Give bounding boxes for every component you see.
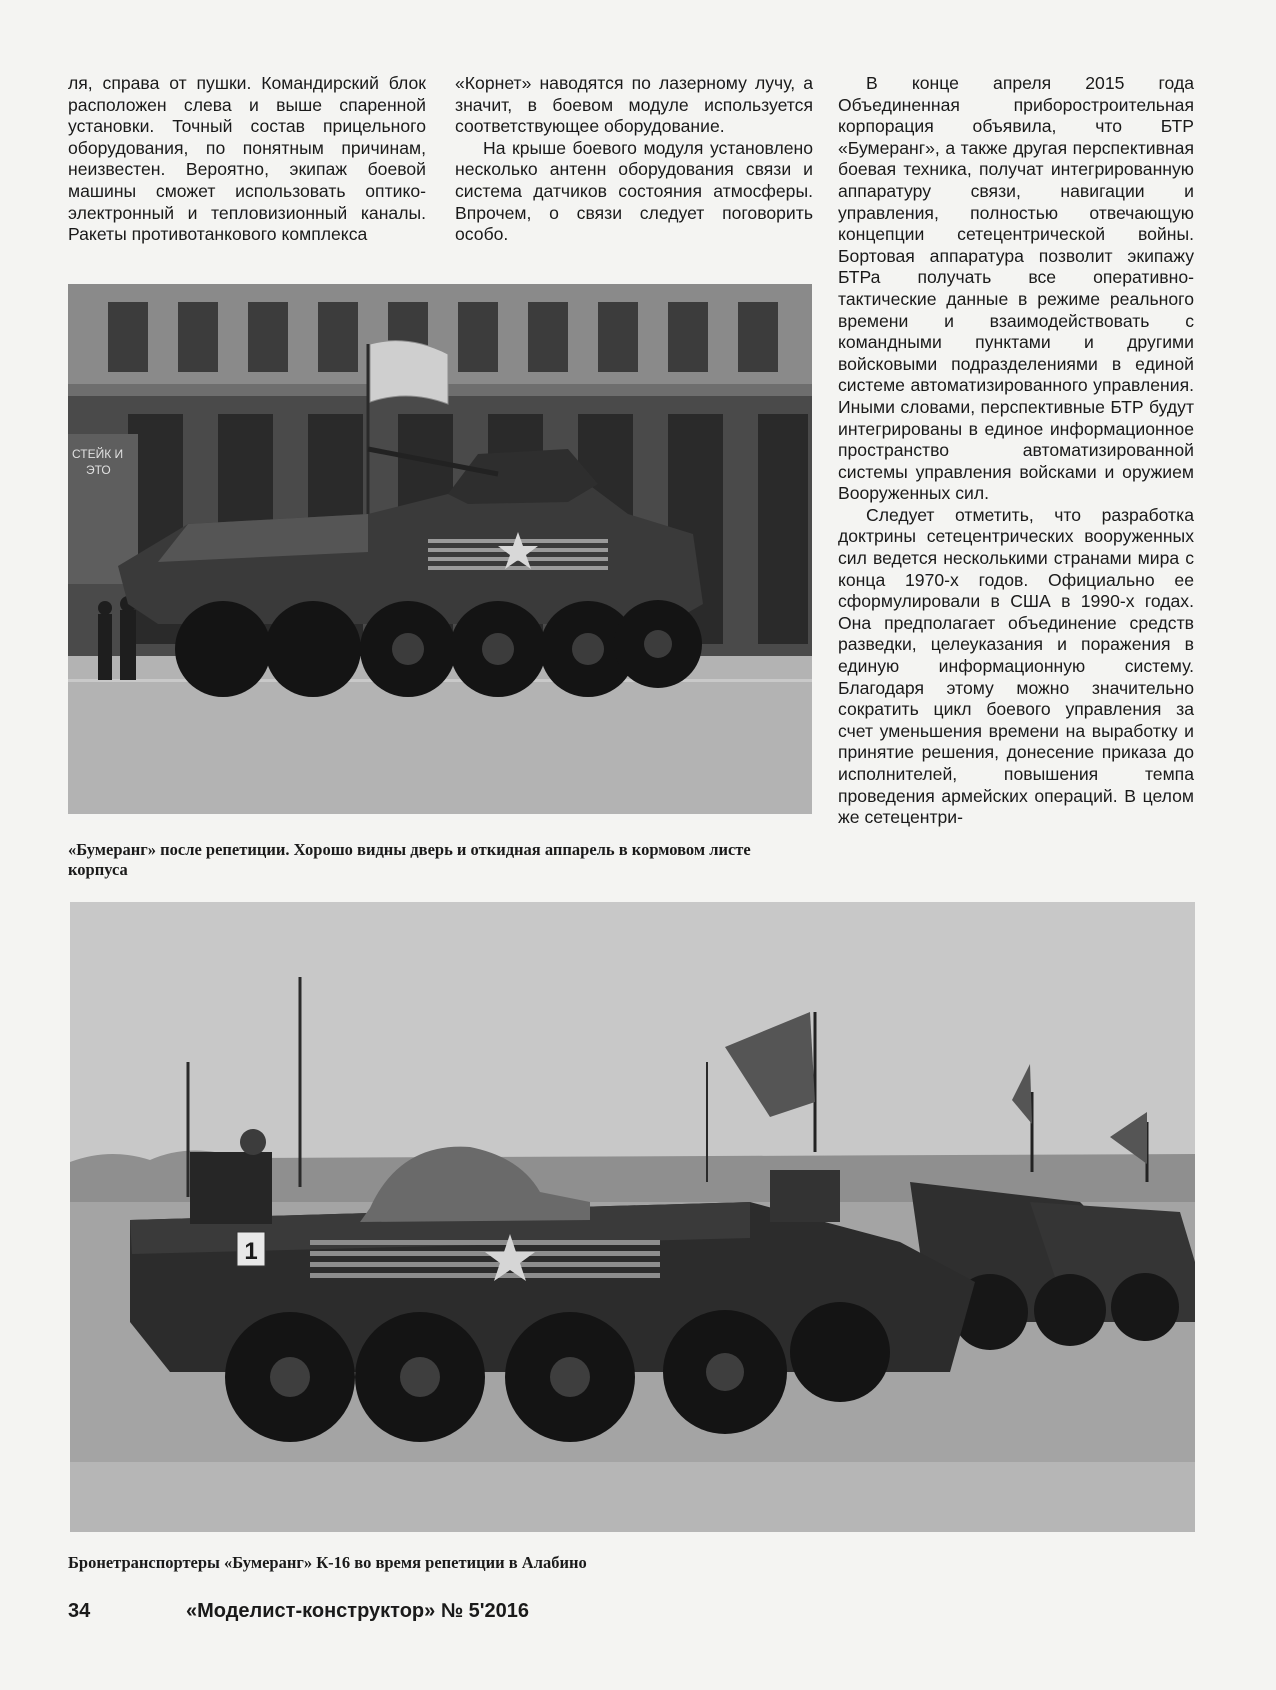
photo-caption-1: «Бумеранг» после репетиции. Хорошо видны дверь и откидная аппарель в кормовом листе корпуса: [68, 840, 751, 879]
text-column-3: [838, 73, 1194, 829]
photo-caption-2: Бронетранспортеры «Бумеранг» К-16 во время репетиции в Алабино: [68, 1553, 587, 1572]
page-number: 34: [68, 1600, 91, 1622]
paragraph: На крыше боевого модуля установлено несколько антенн оборудования связи и система датчиков состояния атмосферы. Впрочем, о связи следует поговорить особо.: [455, 137, 813, 245]
photo-boomerang-column: [70, 902, 1195, 1532]
page-footer: [68, 1600, 530, 1623]
photo-boomerang-parade: [68, 284, 812, 814]
text-column-1: [68, 73, 426, 246]
paragraph: «Корнет» наводятся по лазерному лучу, а значит, в боевом модуле используется соответствующее оборудование.: [455, 73, 813, 137]
paragraph: В конце апреля 2015 года Объединенная приборостроительная корпорация объявила, что БТР «Бумеранг», а также другая перспективная боевая техника, получат интегрированную аппаратуру связи, навигации и управления, полностью отвечающую концепции сетецентрической войны. Бортовая аппаратура позволит экипажу БТРа получать все оперативно-тактические данные в режиме реального времени и взаимодействовать с командными пунктами и другими войсковыми подразделениями в единой системе автоматизированного управления. Иными словами, перспективные БТР будут интегрированы в единое информационное пространство автоматизированной системы управления войсками и оружием Вооруженных сил.: [838, 73, 1194, 504]
photo-illustration: [68, 284, 812, 814]
shop-sign-text: ЭТО: [86, 463, 111, 477]
paragraph: ля, справа от пушки. Командирский блок расположен слева и выше спаренной установки. Точный состав прицельного оборудования, по понятным причинам, неизвестен. Вероятно, экипаж боевой машины сможет использовать оптико-электронный и тепловизионный каналы. Ракеты противотанкового комплекса: [68, 73, 426, 245]
magazine-title: «Моделист-конструктор» № 5'2016: [186, 1600, 530, 1622]
hull-number: 1: [244, 1238, 258, 1265]
text-column-2: [455, 73, 813, 246]
paragraph: Следует отметить, что разработка доктрины сетецентрических вооруженных сил ведется несколькими странами мира с конца 1970-х годов. Официально ее сформулировали в США в 1990-х годах. Она предполагает объединение средств разведки, целеуказания и поражения в единую информационную систему. Благодаря этому можно значительно сократить цикл боевого управления за счет уменьшения времени на выработку и принятие решения, донесение приказа до исполнителей, повышения темпа проведения армейских операций. В целом же сетецентри-: [838, 504, 1194, 828]
shop-sign-text: СТЕЙК И: [72, 447, 124, 461]
photo-illustration: [70, 902, 1195, 1532]
